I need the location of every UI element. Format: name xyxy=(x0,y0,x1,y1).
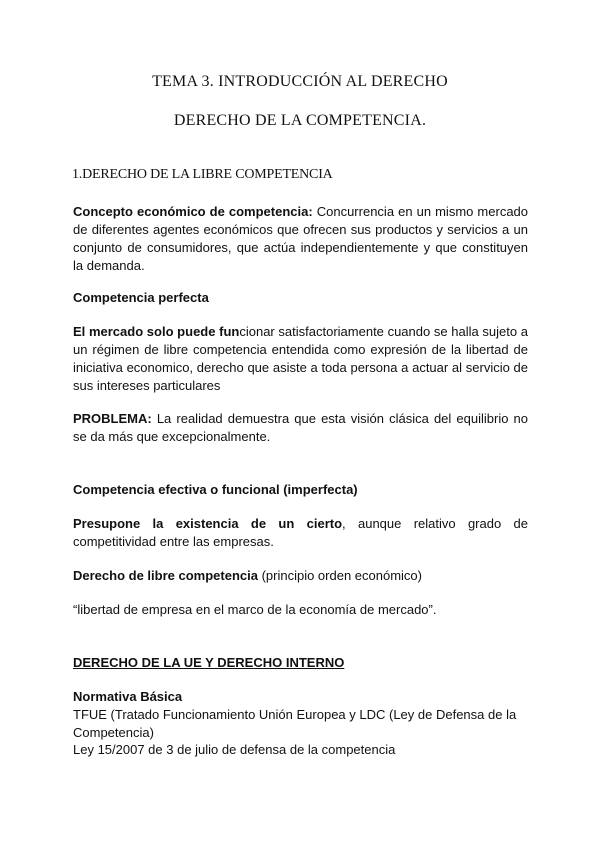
paragraph-concepto-economico xyxy=(73,203,528,275)
paragraph-text: cionar satisfactoriamente cuando se halla sujeto a un régimen de libre competencia entendida como expresión de la libertad de iniciativa economico, derecho que asiste a toda persona a actuar al servicio de sus intereses particulares xyxy=(73,324,528,393)
paragraph-tfue: TFUE (Tratado Funcionamiento Unión Europea y LDC (Ley de Defensa de la Competencia) xyxy=(73,707,517,740)
paragraph-text: (principio orden económico) xyxy=(257,568,422,583)
bold-lead: Derecho de libre competencia xyxy=(73,568,258,583)
bold-lead: Presupone la existencia de un cierto xyxy=(73,516,343,531)
document-title: TEMA 3. INTRODUCCIÓN AL DERECHO xyxy=(152,73,448,90)
paragraph-text: , aunque relativo grado de competitividad entre las empresas. xyxy=(73,516,528,549)
paragraph-ley: Ley 15/2007 de 3 de julio de defensa de la competencia xyxy=(73,742,396,757)
bold-lead: PROBLEMA: xyxy=(73,411,152,426)
paragraph-presupone xyxy=(73,515,528,551)
bold-lead: El mercado solo puede fun xyxy=(73,324,240,339)
paragraph-text: La realidad demuestra que esta visión clásica del equilibrio no se da más que excepcionalmente. xyxy=(73,411,528,444)
heading-competencia-efectiva: Competencia efectiva o funcional (imperfecta) xyxy=(73,482,358,497)
heading-normativa-basica: Normativa Básica xyxy=(73,689,183,704)
section-heading-ue: DERECHO DE LA UE Y DERECHO INTERNO xyxy=(73,655,345,670)
paragraph-text: Concurrencia en un mismo mercado de diferentes agentes económicos que ofrecen sus productos y servicios a un conjunto de consumidores, que actúa independientemente y que constituyen la demanda. xyxy=(73,204,529,273)
paragraph-problema xyxy=(73,410,528,446)
paragraph-libertad-empresa: “libertad de empresa en el marco de la economía de mercado”. xyxy=(73,602,437,617)
paragraph-derecho-libre-competencia xyxy=(73,567,528,585)
bold-lead: Concepto económico de competencia: xyxy=(73,204,313,219)
document-subtitle: DERECHO DE LA COMPETENCIA. xyxy=(173,112,427,129)
paragraph-mercado xyxy=(73,323,528,395)
heading-competencia-perfecta: Competencia perfecta xyxy=(73,290,209,305)
section-heading-libre-competencia: 1.DERECHO DE LA LIBRE COMPETENCIA xyxy=(72,167,333,182)
